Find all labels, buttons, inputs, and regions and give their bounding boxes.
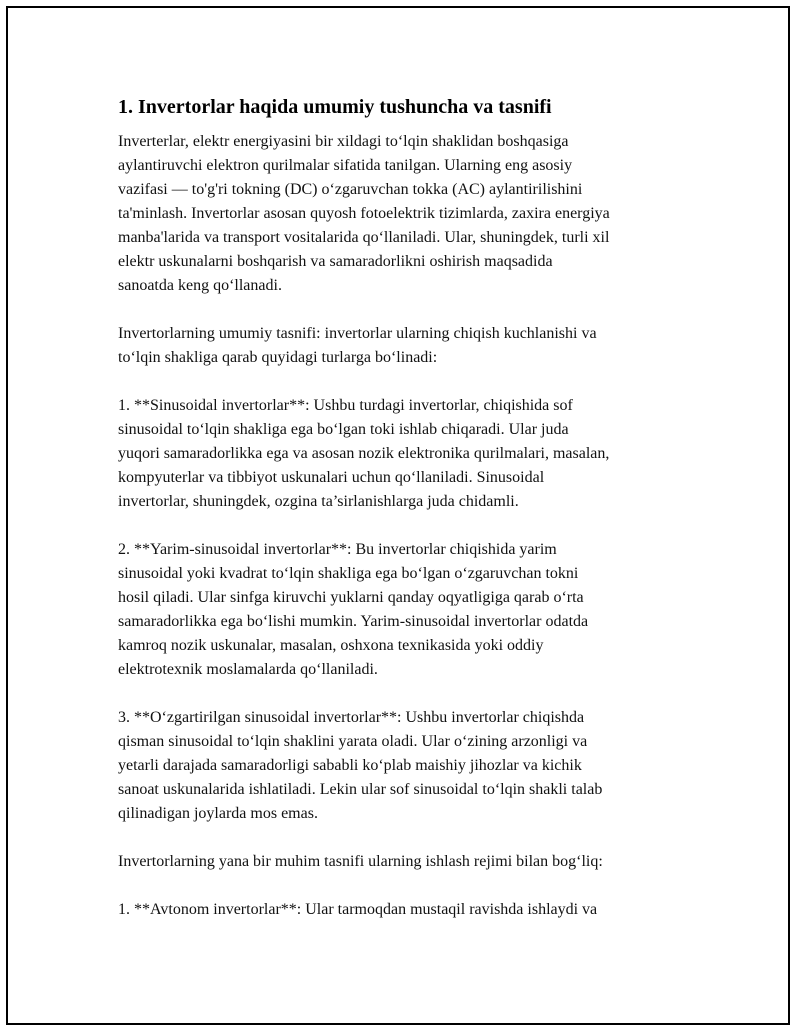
text-line: samaradorlikka ega bo‘lishi mumkin. Yarim-sinusoidal invertorlar odatda — [118, 613, 589, 630]
text-line: ta'minlash. Invertorlar asosan quyosh fotoelektrik tizimlarda, zaxira energiya — [118, 205, 610, 222]
text-line: qilinadigan joylarda mos emas. — [118, 805, 318, 822]
text-line: 1. **Sinusoidal invertorlar**: Ushbu turdagi invertorlar, chiqishida sof — [118, 397, 573, 414]
text-line: sinusoidal yoki kvadrat to‘lqin shakliga ega bo‘lgan o‘zgaruvchan tokni — [118, 565, 579, 582]
paragraph-sinusoidal — [118, 394, 698, 514]
text-line: invertorlar, shuningdek, ozgina ta’sirlanishlarga juda chidamli. — [118, 493, 519, 510]
text-line: elektrotexnik moslamalarda qo‘llaniladi. — [118, 661, 378, 678]
paragraph-classification — [118, 322, 698, 370]
section-heading: 1. Invertorlar haqida umumiy tushuncha va tasnifi — [118, 96, 552, 118]
text-line: sanoatda keng qo‘llanadi. — [118, 277, 282, 294]
paragraph-autonomous — [118, 898, 698, 922]
text-line: Inverterlar, elektr energiyasini bir xildagi to‘lqin shaklidan boshqasiga — [118, 133, 569, 150]
text-line: kamroq nozik uskunalar, masalan, oshxona texnikasida yoki oddiy — [118, 637, 544, 654]
paragraph-modified-sinusoidal — [118, 706, 698, 826]
paragraph-semi-sinusoidal — [118, 538, 698, 682]
text-line: 2. **Yarim-sinusoidal invertorlar**: Bu invertorlar chiqishida yarim — [118, 541, 557, 558]
paragraph-operating-mode — [118, 850, 698, 874]
text-line: manba'larida va transport vositalarida qo‘llaniladi. Ular, shuningdek, turli xil — [118, 229, 610, 246]
document-body — [118, 94, 698, 922]
text-line: qisman sinusoidal to‘lqin shaklini yarata oladi. Ular o‘zining arzonligi va — [118, 733, 588, 750]
text-line: 1. **Avtonom invertorlar**: Ular tarmoqdan mustaqil ravishda ishlaydi va — [118, 901, 598, 918]
text-line: yuqori samaradorlikka ega va asosan nozik elektronika qurilmalari, masalan, — [118, 445, 610, 462]
text-line: 3. **O‘zgartirilgan sinusoidal invertorlar**: Ushbu invertorlar chiqishda — [118, 709, 585, 726]
text-line: aylantiruvchi elektron qurilmalar sifatida tanilgan. Ularning eng asosiy — [118, 157, 573, 174]
text-line: Invertorlarning yana bir muhim tasnifi ularning ishlash rejimi bilan bog‘liq: — [118, 853, 603, 870]
text-line: kompyuterlar va tibbiyot uskunalari uchun qo‘llaniladi. Sinusoidal — [118, 469, 545, 486]
text-line: Invertorlarning umumiy tasnifi: invertorlar ularning chiqish kuchlanishi va — [118, 325, 597, 342]
text-line: sanoat uskunalarida ishlatiladi. Lekin ular sof sinusoidal to‘lqin shakli talab — [118, 781, 603, 798]
text-line: sinusoidal to‘lqin shakliga ega bo‘lgan toki ishlab chiqaradi. Ular juda — [118, 421, 569, 438]
text-line: to‘lqin shakliga qarab quyidagi turlarga bo‘linadi: — [118, 349, 438, 366]
text-line: yetarli darajada samaradorligi sababli ko‘plab maishiy jihozlar va kichik — [118, 757, 582, 774]
text-line: hosil qiladi. Ular sinfga kiruvchi yuklarni qanday oqyatligiga qarab o‘rta — [118, 589, 584, 606]
text-line: vazifasi — to'g'ri tokning (DC) o‘zgaruvchan tokka (AC) aylantirilishini — [118, 181, 583, 198]
paragraph-intro — [118, 130, 698, 298]
text-line: elektr uskunalarni boshqarish va samaradorlikni oshirish maqsadida — [118, 253, 553, 270]
